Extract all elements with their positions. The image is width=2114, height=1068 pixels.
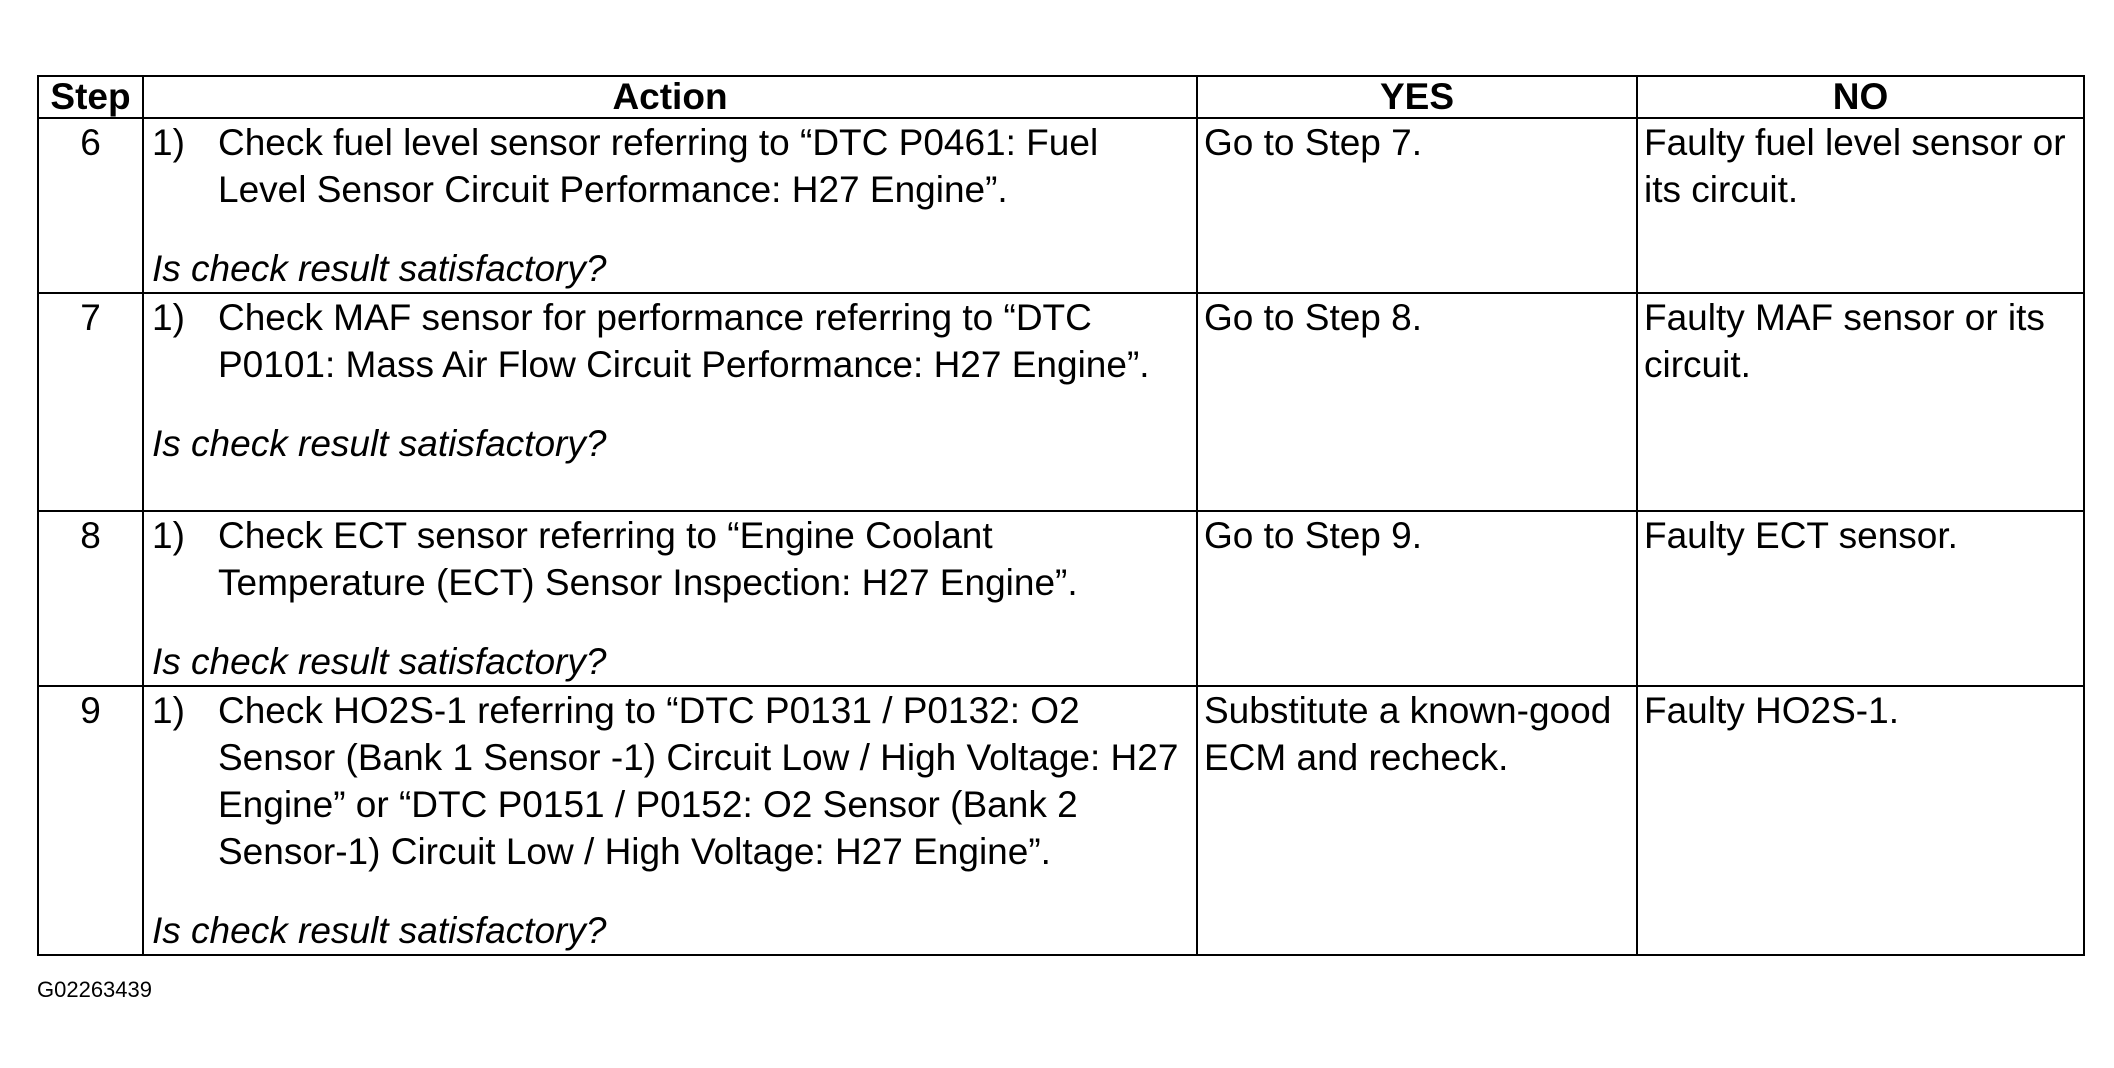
action-item [152,294,1188,388]
action-cell [143,686,1197,955]
step-number: 9 [38,686,143,955]
header-no: NO [1637,76,2084,118]
action-item [152,687,1188,875]
step-number: 8 [38,511,143,686]
action-item-number: 1) [152,297,185,338]
yes-result: Substitute a known-good ECM and recheck. [1197,686,1637,955]
header-step: Step [38,76,143,118]
action-item-text: Check fuel level sensor referring to “DTC P0461: Fuel Level Sensor Circuit Performance: H27 Engine”. [218,122,1099,210]
action-item-text: Check MAF sensor for performance referring to “DTC P0101: Mass Air Flow Circuit Performance: H27 Engine”. [218,297,1150,385]
action-item [152,119,1188,213]
step-number: 6 [38,118,143,293]
header-action: Action [143,76,1197,118]
no-result: Faulty ECT sensor. [1637,511,2084,686]
table-row [38,511,2084,686]
table-row [38,686,2084,955]
action-cell [143,118,1197,293]
yes-result: Go to Step 9. [1197,511,1637,686]
action-item-number: 1) [152,690,185,731]
check-question: Is check result satisfactory? [152,423,607,464]
action-item-number: 1) [152,515,185,556]
table-row [38,293,2084,511]
action-item-text: Check ECT sensor referring to “Engine Coolant Temperature (ECT) Sensor Inspection: H27 Engine”. [218,515,1078,603]
diagnostic-table [37,75,2085,956]
action-cell [143,511,1197,686]
yes-result: Go to Step 7. [1197,118,1637,293]
table-header-row [38,76,2084,118]
check-question: Is check result satisfactory? [152,641,607,682]
step-number: 7 [38,293,143,511]
yes-result: Go to Step 8. [1197,293,1637,511]
action-item-text: Check HO2S-1 referring to “DTC P0131 / P0132: O2 Sensor (Bank 1 Sensor -1) Circuit Low / High Voltage: H27 Engine” or “DTC P0151 / P0152: O2 Sensor (Bank 2 Sensor-1) Circuit Low / High Voltage: H27 Engine”. [218,690,1179,872]
check-question: Is check result satisfactory? [152,248,607,289]
action-cell [143,293,1197,511]
header-yes: YES [1197,76,1637,118]
table-row [38,118,2084,293]
action-item [152,512,1188,606]
check-question: Is check result satisfactory? [152,910,607,951]
action-item-number: 1) [152,122,185,163]
no-result: Faulty MAF sensor or its circuit. [1637,293,2084,511]
no-result: Faulty HO2S-1. [1637,686,2084,955]
no-result: Faulty fuel level sensor or its circuit. [1637,118,2084,293]
figure-id: G02263439 [37,977,152,1002]
